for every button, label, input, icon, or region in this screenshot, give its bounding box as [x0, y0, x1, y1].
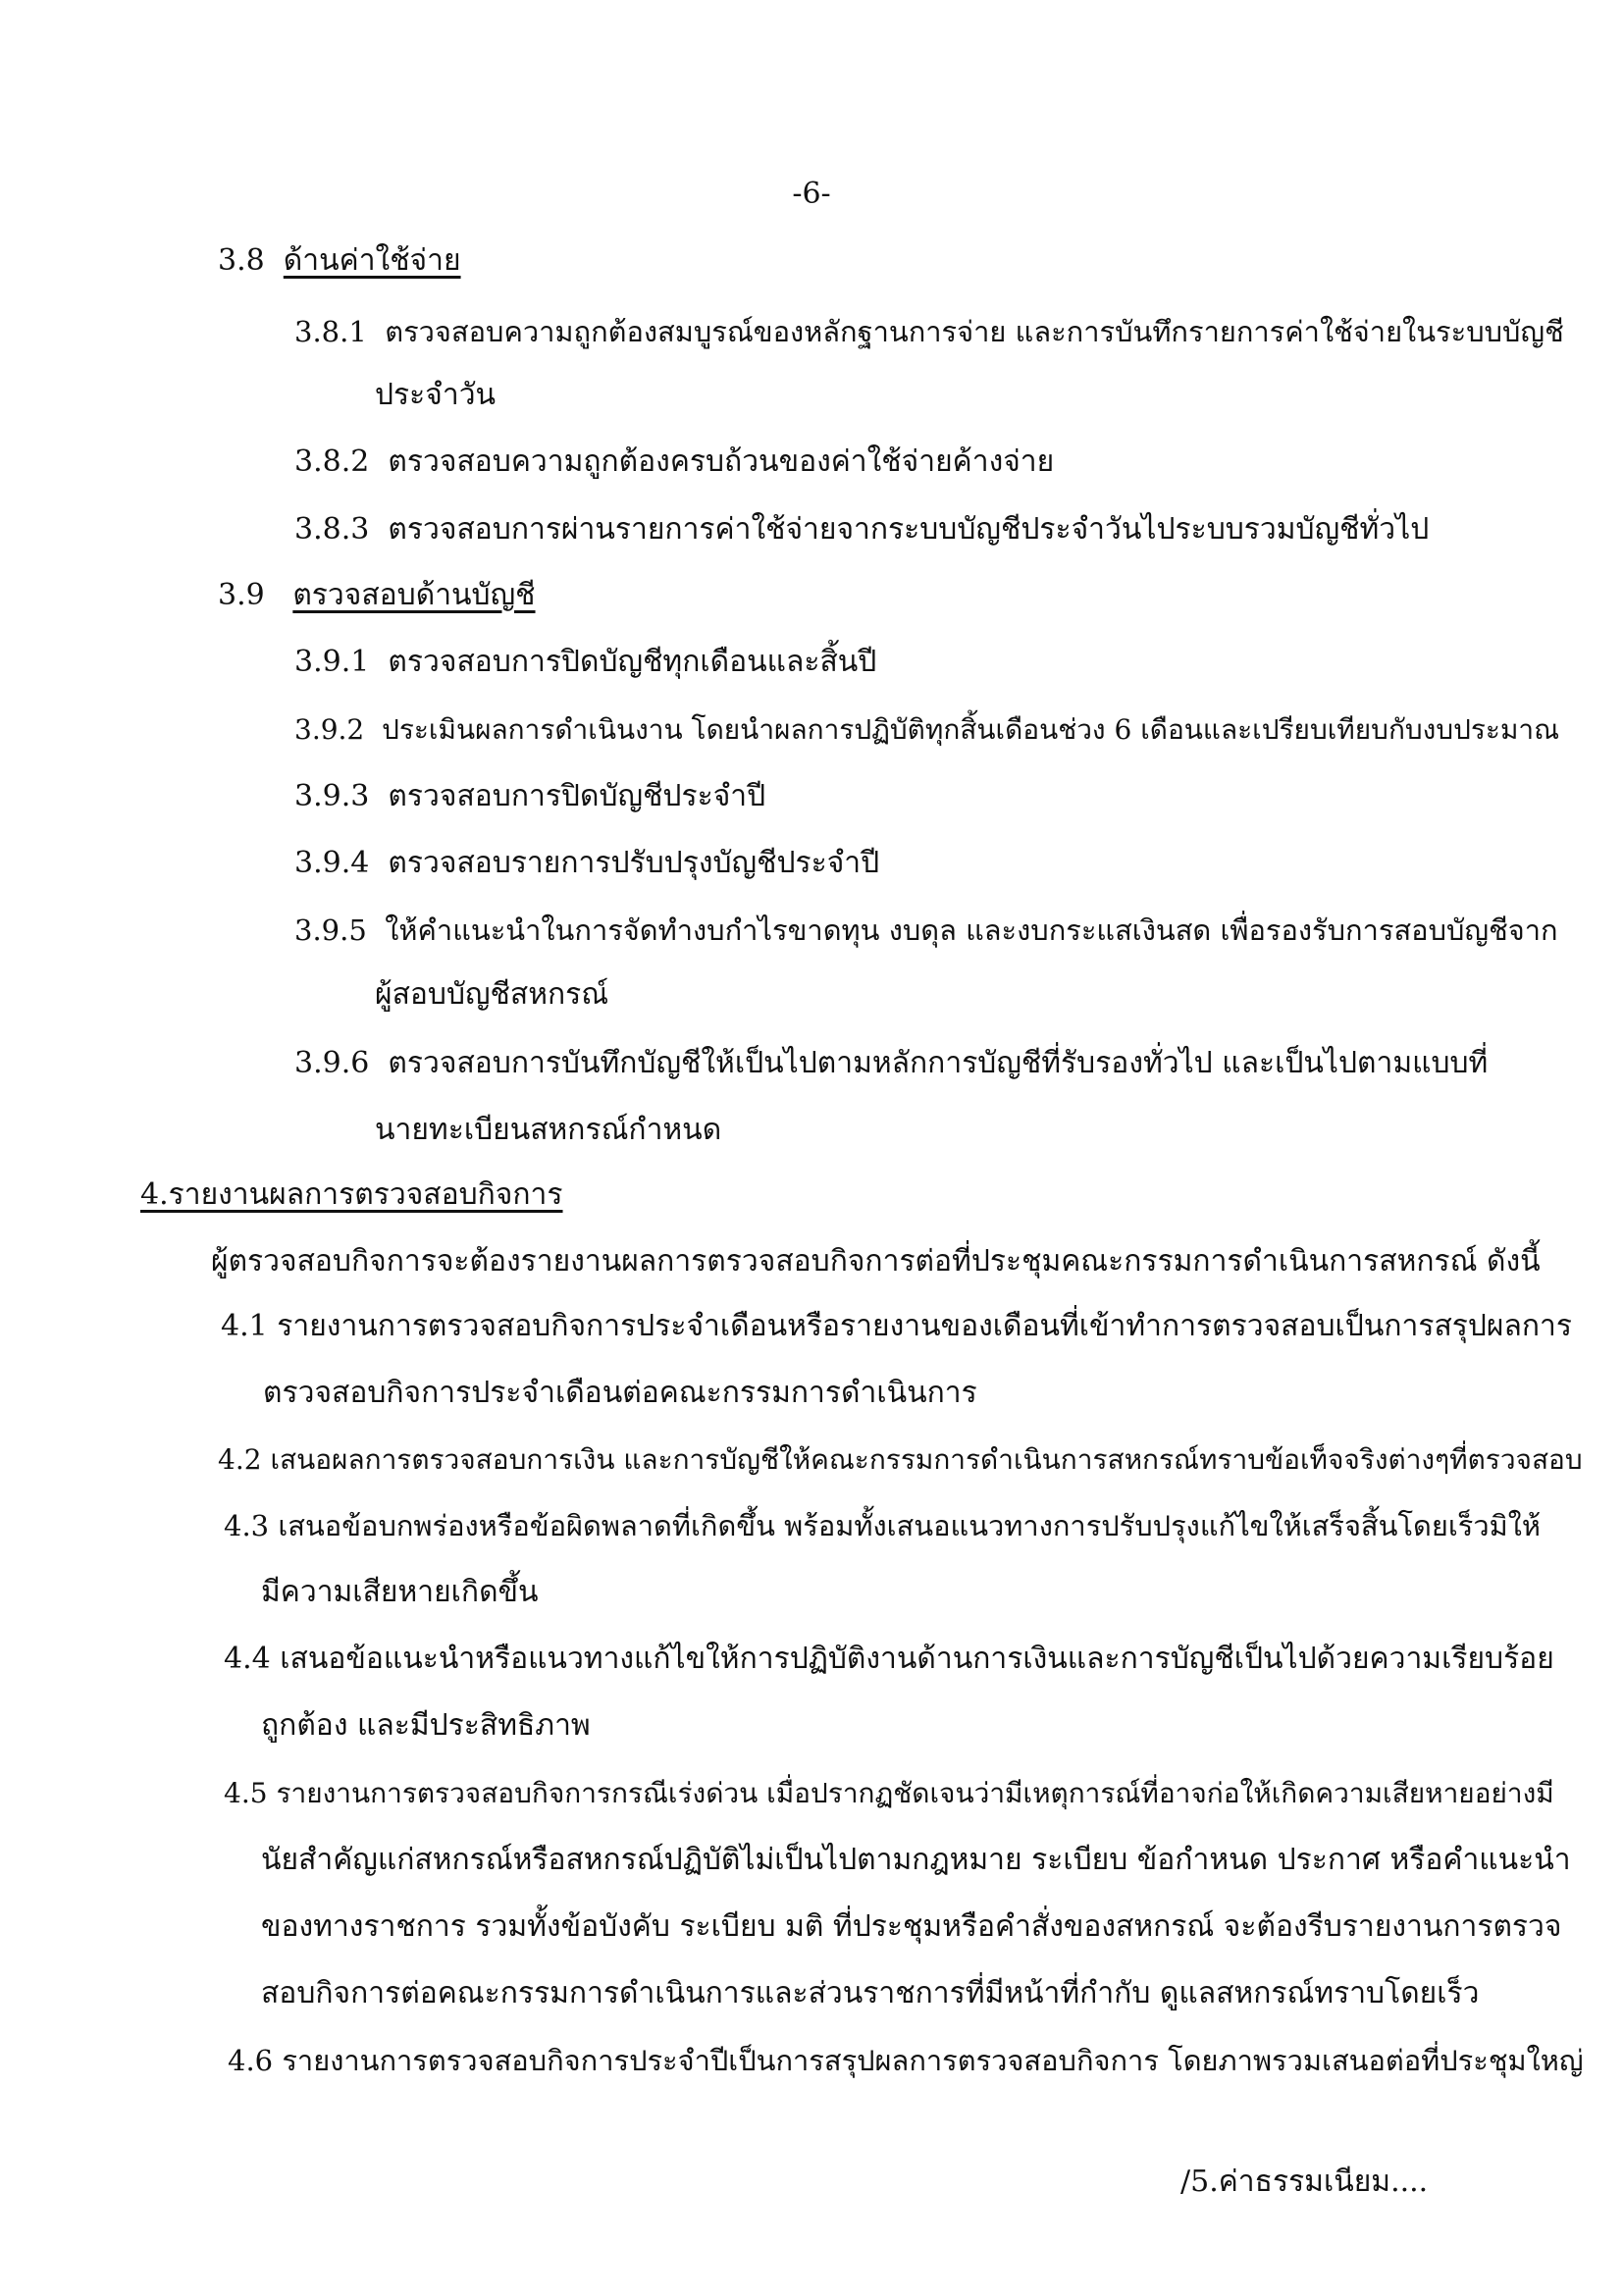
item-text: ให้คำแนะนำในการจัดทำงบกำไรขาดทุน งบดุล และงบกระแสเงินสด เพื่อรองรับการสอบบัญชีจาก: [385, 913, 1558, 947]
item-number: 4.4: [224, 1642, 271, 1676]
item-text: เสนอข้อแนะนำหรือแนวทางแก้ไขให้การปฏิบัติงานด้านการเงินและการบัญชีเป็นไปด้วยความเรียบร้อย: [280, 1642, 1554, 1676]
list-item: [224, 1506, 1541, 1545]
item-text: ตรวจสอบการบันทึกบัญชีให้เป็นไปตามหลักการบัญชีที่รับรองทั่วไป และเป็นไปตามแบบที่: [388, 1046, 1489, 1080]
section-heading-3-8: [218, 241, 461, 281]
item-number: 3.9.6: [294, 1046, 370, 1080]
item-number: 3.8.2: [294, 444, 370, 479]
section-4-heading: 4.รายงานผลการตรวจสอบกิจการ: [140, 1177, 563, 1212]
item-text-continued: ผู้สอบบัญชีสหกรณ์: [375, 977, 609, 1012]
list-item: [224, 1640, 1554, 1679]
item-text: ประเมินผลการดำเนินงาน โดยนำผลการปฏิบัติทุกสิ้นเดือนช่วง 6 เดือนและเปรียบเทียบกับงบประมาณ: [382, 713, 1560, 746]
list-item: [294, 510, 1429, 549]
item-text: รายงานการตรวจสอบกิจการประจำเดือนหรือรายงานของเดือนที่เข้าทำการตรวจสอบเป็นการสรุปผลการ: [277, 1309, 1573, 1343]
item-number: 3.9.5: [294, 913, 367, 947]
list-item: [294, 844, 879, 883]
item-text: ตรวจสอบการปิดบัญชีประจำปี: [388, 779, 766, 813]
section-4-intro: ผู้ตรวจสอบกิจการจะต้องรายงานผลการตรวจสอบกิจการต่อที่ประชุมคณะกรรมการดำเนินการสหกรณ์ ดังนี้: [211, 1244, 1541, 1278]
list-item: [294, 1044, 1488, 1083]
item-number: 4.3: [224, 1509, 270, 1542]
item-text: เสนอผลการตรวจสอบการเงิน และการบัญชีให้คณะกรรมการดำเนินการสหกรณ์ทราบข้อเท็จจริงต่างๆที่ตรวจสอบ: [270, 1443, 1583, 1476]
list-item: [294, 911, 1558, 950]
item-text: ตรวจสอบความถูกต้องสมบูรณ์ของหลักฐานการจ่าย และการบันทึกรายการค่าใช้จ่ายในระบบบัญชี: [385, 315, 1564, 348]
item-number: 4.6: [228, 2044, 274, 2077]
item-text: ตรวจสอบการผ่านรายการค่าใช้จ่ายจากระบบบัญชีประจำวันไประบบรวมบัญชีทั่วไป: [388, 512, 1430, 547]
item-text-continued: สอบกิจการต่อคณะกรรมการดำเนินการและส่วนราชการที่มีหน้าที่กำกับ ดูแลสหกรณ์ทราบโดยเร็ว: [261, 1976, 1480, 2010]
item-text: ตรวจสอบรายการปรับปรุงบัญชีประจำปี: [388, 846, 880, 880]
item-number: 4.2: [218, 1443, 262, 1476]
section-number: 3.8: [218, 243, 265, 278]
page-number: -6-: [792, 177, 831, 211]
item-number: 4.5: [224, 1777, 268, 1809]
item-text: รายงานการตรวจสอบกิจการประจำปีเป็นการสรุปผลการตรวจสอบกิจการ โดยภาพรวมเสนอต่อที่ประชุมใหญ่: [282, 2044, 1584, 2077]
item-text: ตรวจสอบความถูกต้องครบถ้วนของค่าใช้จ่ายค้างจ่าย: [388, 444, 1055, 479]
item-number: 4.1: [221, 1309, 268, 1343]
item-text-continued: ถูกต้อง และมีประสิทธิภาพ: [261, 1708, 591, 1743]
item-text-continued: ประจำวัน: [375, 378, 497, 412]
item-text: เสนอข้อบกพร่องหรือข้อผิดพลาดที่เกิดขึ้น พร้อมทั้งเสนอแนวทางการปรับปรุงแก้ไขให้เสร็จสิ้นโดยเร็วมิให้: [278, 1509, 1542, 1542]
list-item: [294, 710, 1559, 750]
item-text-continued: นายทะเบียนสหกรณ์กำหนด: [375, 1113, 722, 1147]
item-text: ตรวจสอบการปิดบัญชีทุกเดือนและสิ้นปี: [388, 645, 877, 679]
item-text: รายงานการตรวจสอบกิจการกรณีเร่งด่วน เมื่อปรากฏชัดเจนว่ามีเหตุการณ์ที่อาจก่อให้เกิดความเสียหายอย่างมี: [276, 1777, 1554, 1809]
item-number: 3.9.4: [294, 846, 370, 880]
list-item: [294, 443, 1054, 482]
item-number: 3.9.1: [294, 645, 370, 679]
list-item: [294, 777, 765, 816]
item-text-continued: ตรวจสอบกิจการประจำเดือนต่อคณะกรรมการดำเนินการ: [263, 1376, 977, 1410]
item-number: 3.8.3: [294, 512, 370, 547]
list-item: [294, 312, 1564, 351]
list-item: [224, 1774, 1554, 1813]
list-item: [228, 2041, 1584, 2080]
list-item: [221, 1307, 1572, 1346]
item-text-continued: มีความเสียหายเกิดขึ้น: [261, 1575, 539, 1609]
section-number: 3.9: [218, 578, 265, 612]
list-item: [294, 643, 876, 682]
item-text-continued: ของทางราชการ รวมทั้งข้อบังคับ ระเบียบ มติ ที่ประชุมหรือคำสั่งของสหกรณ์ จะต้องรีบรายงานการตรวจ: [261, 1909, 1562, 1944]
section-title: ด้านค่าใช้จ่าย: [283, 243, 461, 278]
list-item: [218, 1440, 1583, 1480]
item-number: 3.9.2: [294, 713, 365, 746]
section-title: ตรวจสอบด้านบัญชี: [292, 578, 536, 612]
item-number: 3.8.1: [294, 315, 367, 348]
item-text-continued: นัยสำคัญแก่สหกรณ์หรือสหกรณ์ปฏิบัติไม่เป็นไปตามกฎหมาย ระเบียบ ข้อกำหนด ประกาศ หรือคำแนะนำ: [261, 1843, 1571, 1877]
section-heading-3-9: [218, 576, 536, 615]
continuation-note: /5.ค่าธรรมเนียม....: [1180, 2165, 1429, 2199]
item-number: 3.9.3: [294, 779, 370, 813]
